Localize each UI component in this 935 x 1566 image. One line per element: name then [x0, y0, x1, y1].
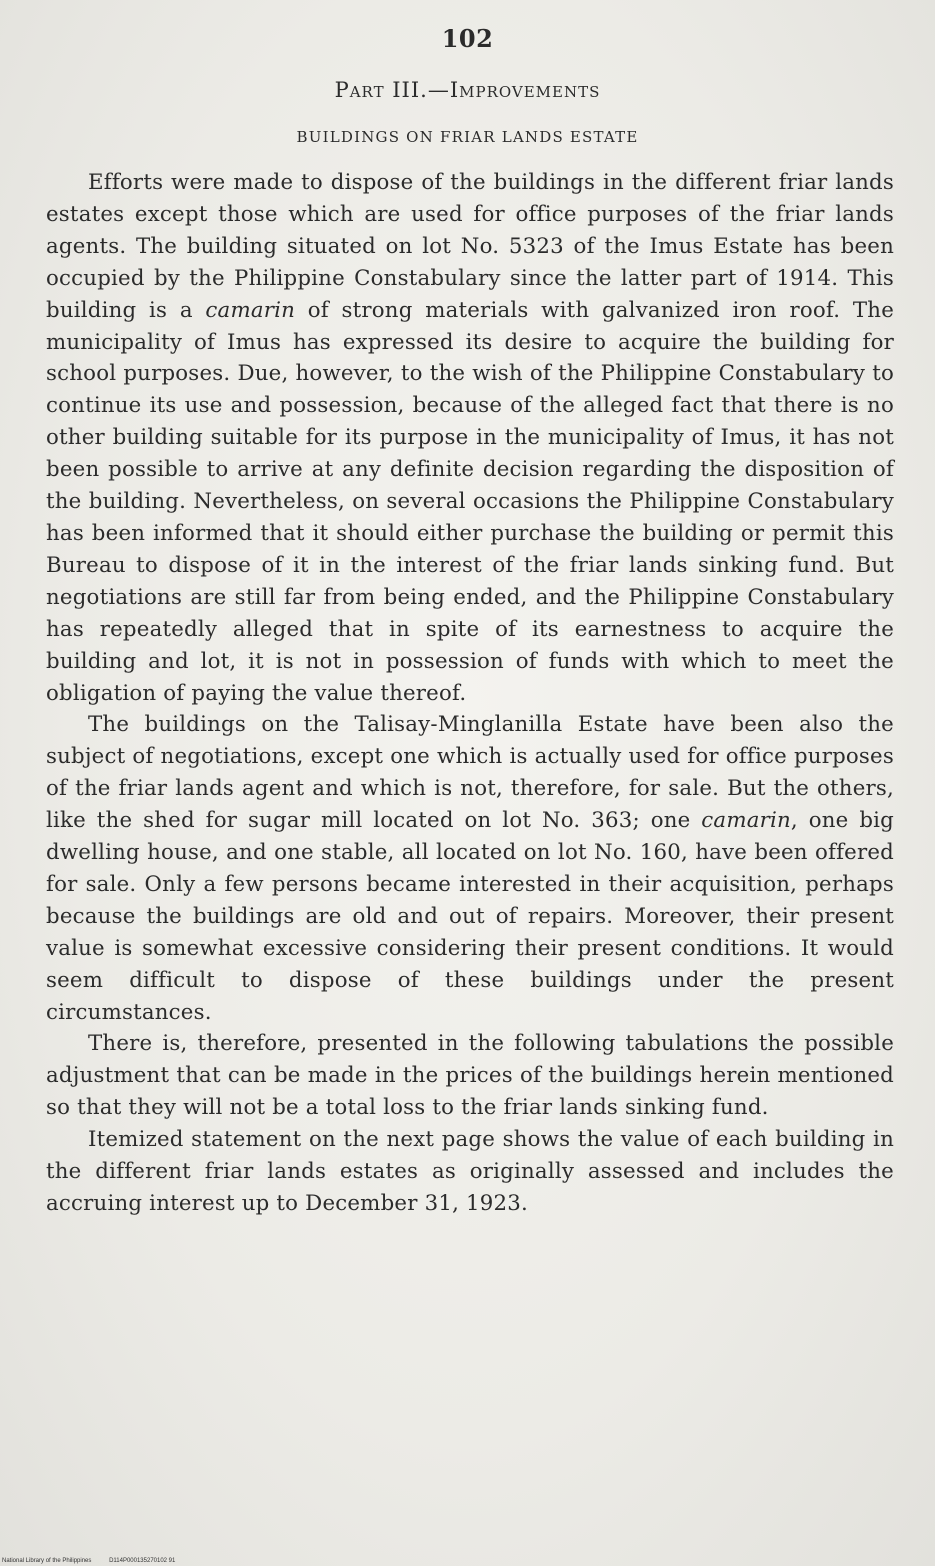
- page-number: 102: [441, 24, 494, 53]
- part-title: Part III.—Improvements: [334, 78, 601, 102]
- body-text: [46, 167, 894, 1220]
- paragraph-3: There is, therefore, presented in the following tabulations the possible adjustment that can be made in the prices of the buildings herein mentioned so that they will not be a total loss to the friar lands sinking fund.: [46, 1031, 894, 1121]
- footer-code: D114P000135270102 91: [109, 1558, 176, 1564]
- section-title: BUILDINGS ON FRIAR LANDS ESTATE: [296, 128, 639, 146]
- footer-library: National Library of the Philippines: [2, 1558, 92, 1564]
- italic-term: camarin: [205, 297, 296, 323]
- scan-footer: [2, 1558, 191, 1564]
- paragraph-1: Efforts were made to dispose of the buildings in the different friar lands estates except those which are used for office purposes of the friar lands agents. The building situated on lot No. 5323 of the Imus Estate has been occupied by the Philippine Constabulary since the latter part of 1914. This building is a camarin of strong materials with galvanized iron roof. The municipality of Imus has expressed its desire to acquire the building for school purposes. Due, however, to the wish of the Philippine Constabulary to continue its use and possession, because of the alleged fact that there is no other building suitable for its purpose in the municipality of Imus, it has not been possible to arrive at any definite decision regarding the disposition of the building. Nevertheless, on several occasions the Philippine Constabulary has been informed that it should either purchase the building or permit this Bureau to dispose of it in the interest of the friar lands sinking fund. But negotiations are still far from being ended, and the Philippine Constabulary has repeatedly alleged that in spite of its earnestness to acquire the building and lot, it is not in possession of funds with which to meet the obligation of paying the value thereof.: [46, 170, 894, 706]
- italic-term: camarin: [701, 808, 791, 834]
- paragraph-4: Itemized statement on the next page shows the value of each building in the different friar lands estates as originally assessed and includes the accruing interest up to December 31, 1923.: [46, 1127, 894, 1216]
- paragraph-2: The buildings on the Talisay-Minglanilla Estate have been also the subject of negotiations, except one which is actually used for office purposes of the friar lands agent and which is not, therefore, for sale. But the others, like the shed for sugar mill located on lot No. 363; one camarin, one big dwelling house, and one stable, all located on lot No. 160, have been offered for sale. Only a few persons became interested in their acquisition, perhaps because the buildings are old and out of repairs. Moreover, their present value is somewhat excessive considering their present conditions. It would seem difficult to dispose of these buildings under the present circumstances.: [46, 712, 894, 1025]
